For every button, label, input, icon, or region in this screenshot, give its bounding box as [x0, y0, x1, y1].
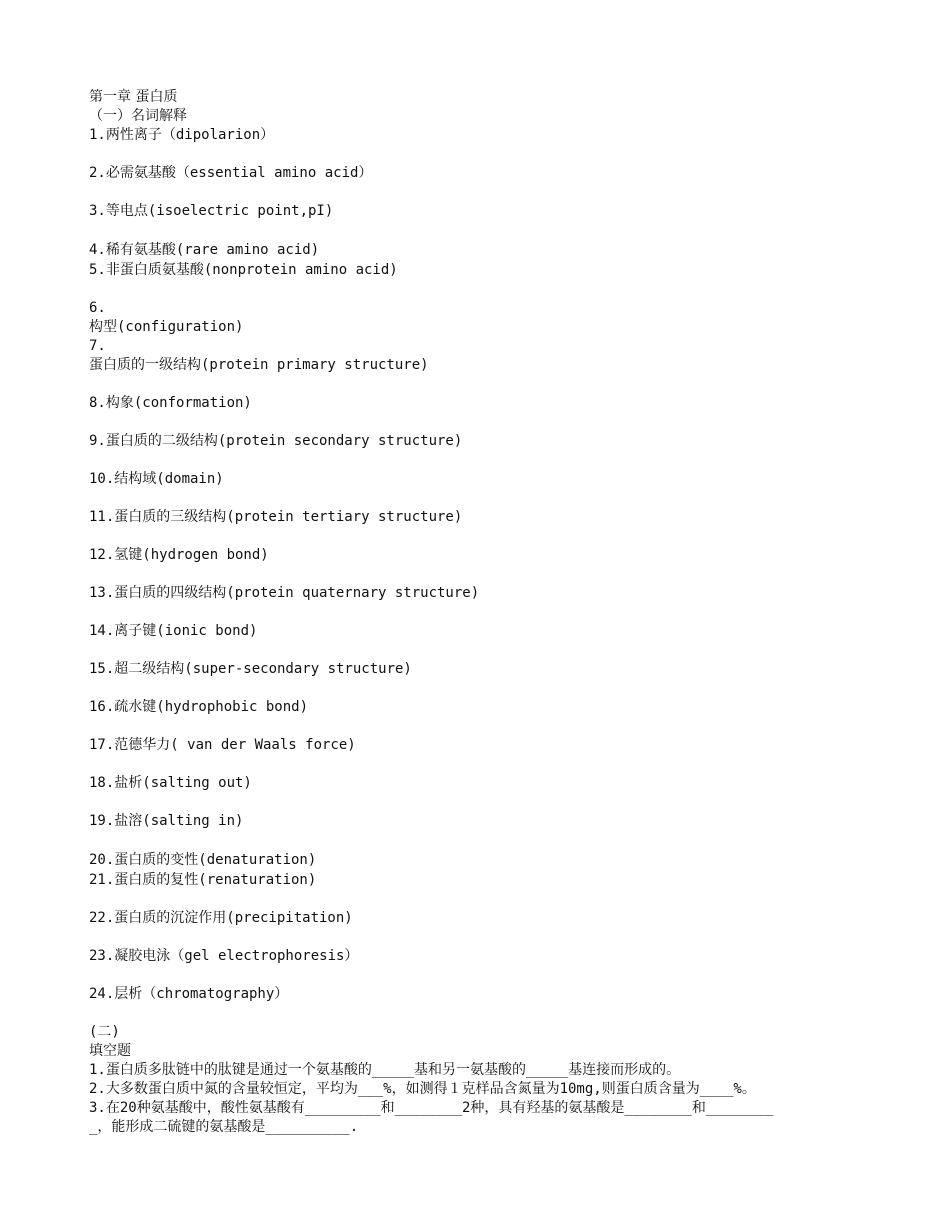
term-item: 13.蛋白质的四级结构(protein quaternary structure) — [89, 585, 480, 601]
term-item: 20.蛋白质的变性(denaturation) — [89, 852, 317, 868]
term-item: 18.盐析(salting out) — [89, 775, 252, 791]
question-item: 2.大多数蛋白质中氮的含量较恒定，平均为___%，如测得１克样品含氮量为10mg,则蛋白质含量为____%。 — [89, 1081, 756, 1097]
section-title-fill-in: 填空题 — [89, 1043, 131, 1059]
term-item: 4.稀有氨基酸(rare amino acid) — [89, 242, 320, 258]
term-item: 17.范德华力( van der Waals force) — [89, 737, 356, 753]
term-item: 21.蛋白质的复性(renaturation) — [89, 872, 317, 888]
term-item: 9.蛋白质的二级结构(protein secondary structure) — [89, 433, 463, 449]
document-page — [89, 88, 869, 1137]
term-item: 构型(configuration) — [89, 319, 244, 335]
question-item: _，能形成二硫键的氨基酸是__________. — [89, 1119, 359, 1135]
question-item: 1.蛋白质多肽链中的肽键是通过一个氨基酸的_____基和另一氨基酸的_____基连接而形成的。 — [89, 1062, 681, 1078]
term-item: 22.蛋白质的沉淀作用(precipitation) — [89, 910, 353, 926]
term-item: 6. — [89, 300, 106, 316]
term-item: 8.构象(conformation) — [89, 395, 252, 411]
term-item: 12.氢键(hydrogen bond) — [89, 547, 269, 563]
question-item: 3.在20种氨基酸中，酸性氨基酸有_________和________2种，具有羟基的氨基酸是________和________ — [89, 1100, 774, 1116]
term-item: 蛋白质的一级结构(protein primary structure) — [89, 357, 429, 373]
section-title-definitions: （一）名词解释 — [89, 108, 187, 124]
section-number-fill-in: (二) — [89, 1024, 120, 1040]
term-item: 7. — [89, 338, 106, 354]
term-item: 16.疏水键(hydrophobic bond) — [89, 699, 309, 715]
term-item: 5.非蛋白质氨基酸(nonprotein amino acid) — [89, 262, 398, 278]
term-item: 3.等电点(isoelectric point,pI) — [89, 203, 334, 219]
term-item: 1.两性离子（dipolarion） — [89, 127, 275, 143]
term-item: 15.超二级结构(super-secondary structure) — [89, 661, 412, 677]
term-item: 19.盐溶(salting in) — [89, 813, 244, 829]
term-item: 11.蛋白质的三级结构(protein tertiary structure) — [89, 509, 463, 525]
term-item: 2.必需氨基酸（essential amino acid） — [89, 165, 373, 181]
chapter-title: 第一章 蛋白质 — [89, 89, 178, 105]
term-item: 23.凝胶电泳（gel electrophoresis） — [89, 948, 359, 964]
term-item: 14.离子键(ionic bond) — [89, 623, 258, 639]
term-item: 24.层析（chromatography） — [89, 986, 289, 1002]
term-item: 10.结构域(domain) — [89, 471, 224, 487]
